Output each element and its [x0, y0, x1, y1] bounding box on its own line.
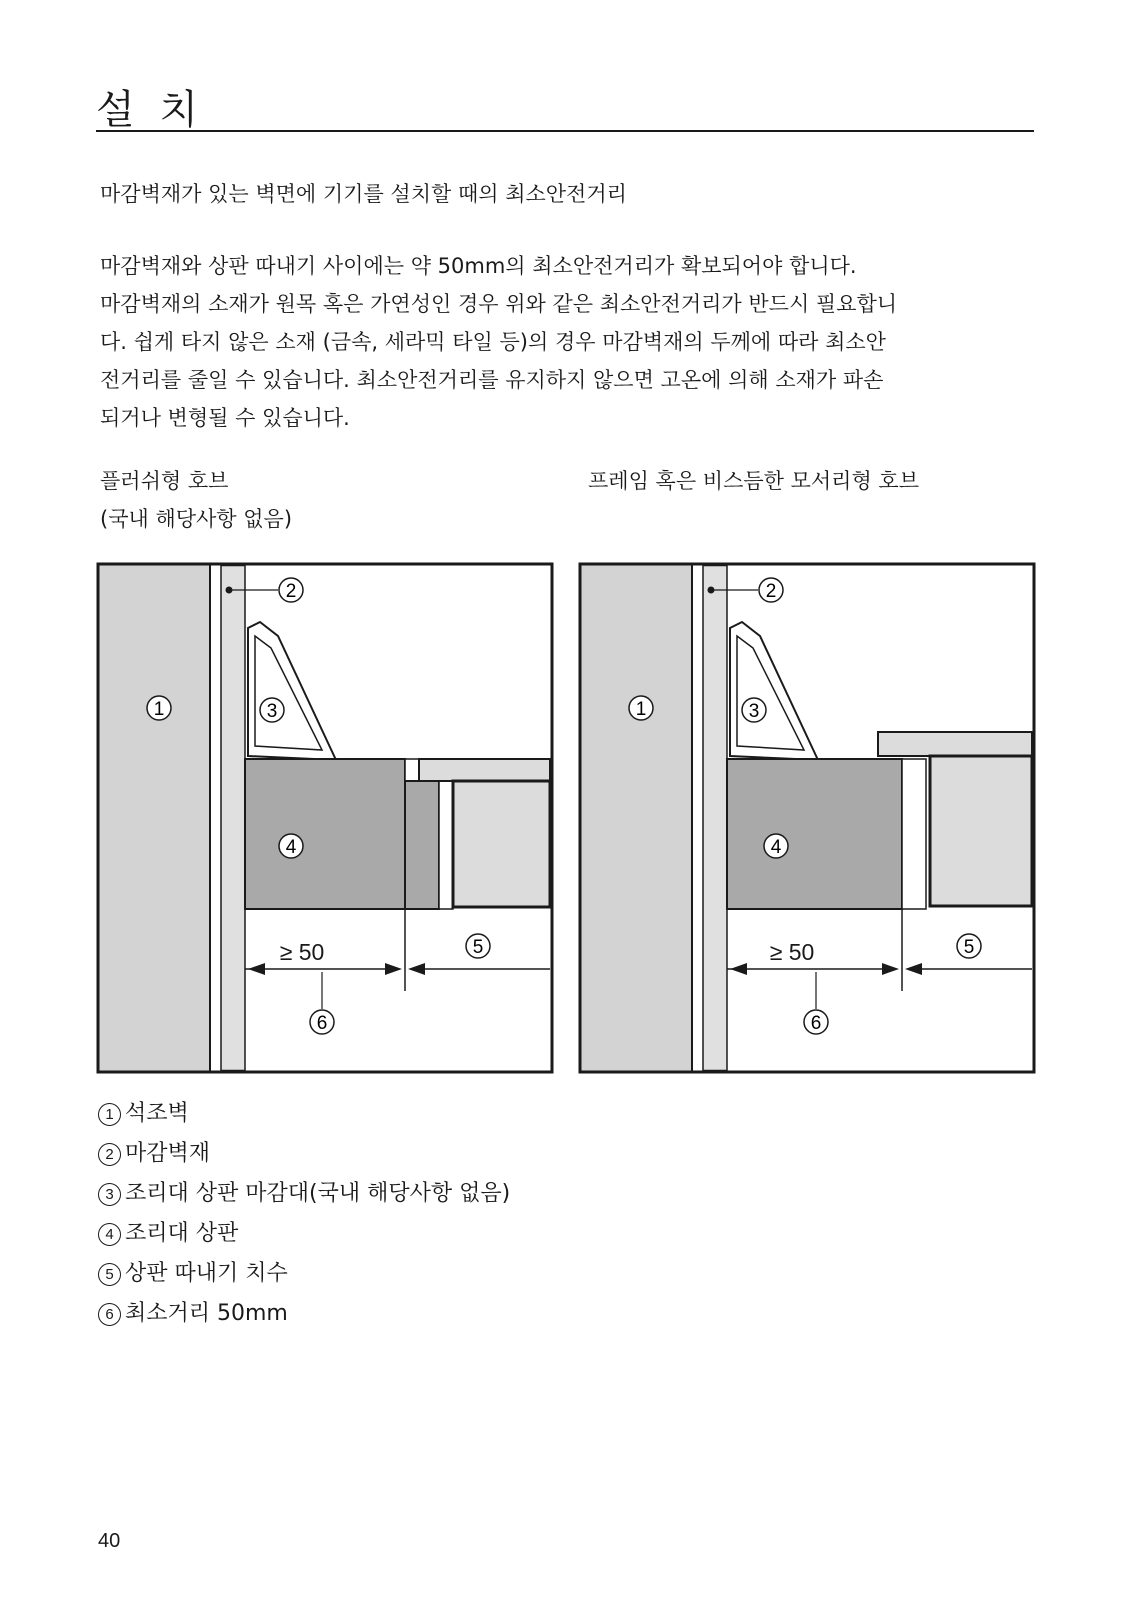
- svg-text:3: 3: [266, 701, 278, 722]
- worktop: [245, 759, 405, 909]
- svg-text:5: 5: [963, 937, 975, 958]
- masonry-wall: [582, 566, 693, 1071]
- legend-number: 6: [98, 1303, 121, 1326]
- legend-number: 1: [98, 1103, 121, 1126]
- legend-number: 4: [98, 1223, 121, 1246]
- worktop: [727, 759, 902, 909]
- legend: [98, 1094, 510, 1334]
- marker-4: [279, 834, 303, 858]
- legend-number: 5: [98, 1263, 121, 1286]
- legend-item: [98, 1214, 510, 1254]
- svg-text:4: 4: [770, 837, 782, 858]
- legend-item: [98, 1134, 510, 1174]
- masonry-wall: [100, 566, 211, 1071]
- legend-text: 최소거리 50mm: [125, 1301, 288, 1326]
- paragraph-line: 다. 쉽게 타지 않은 소재 (금속, 세라믹 타일 등)의 경우 마감벽재의 두께에 따라 최소안: [100, 330, 886, 354]
- hob-frame: [878, 732, 1032, 756]
- marker-2: [759, 578, 783, 602]
- caption-framed-hob: 프레임 혹은 비스듬한 모서리형 호브: [588, 469, 919, 493]
- marker-6: [310, 1010, 334, 1034]
- marker-3: [742, 698, 766, 722]
- dimension-label: ≥ 50: [769, 939, 815, 965]
- legend-number: 3: [98, 1183, 121, 1206]
- legend-item: [98, 1294, 510, 1334]
- caption-flush-hob-note: (국내 해당사항 없음): [100, 507, 293, 531]
- svg-text:6: 6: [810, 1013, 822, 1034]
- marker-4: [764, 834, 788, 858]
- svg-text:4: 4: [285, 837, 297, 858]
- legend-text: 조리대 상판: [125, 1221, 239, 1246]
- svg-text:6: 6: [316, 1013, 328, 1034]
- body-paragraph: [100, 247, 1036, 437]
- legend-text: 석조벽: [125, 1101, 189, 1126]
- page-number: 40: [98, 1530, 121, 1552]
- marker-1: [147, 696, 171, 720]
- legend-text: 마감벽재: [125, 1141, 211, 1166]
- diagram-flush-hob: [98, 564, 552, 1072]
- svg-text:1: 1: [635, 699, 647, 720]
- legend-item: [98, 1174, 510, 1214]
- svg-text:2: 2: [285, 581, 297, 602]
- marker-6: [804, 1010, 828, 1034]
- title-divider: [96, 130, 1034, 132]
- svg-text:3: 3: [748, 701, 760, 722]
- page-title: 설 치: [96, 87, 204, 133]
- hob-body: [453, 781, 550, 907]
- marker-5: [957, 934, 981, 958]
- paragraph-line: 마감벽재의 소재가 원목 혹은 가연성인 경우 위와 같은 최소안전거리가 반드시 필요합니: [100, 292, 898, 316]
- legend-item: [98, 1254, 510, 1294]
- legend-text: 상판 따내기 치수: [125, 1261, 288, 1286]
- paragraph-line: 전거리를 줄일 수 있습니다. 최소안전거리를 유지하지 않으면 고온에 의해 소재가 파손: [100, 368, 884, 392]
- diagram-framed-hob: [580, 564, 1034, 1072]
- svg-text:2: 2: [765, 581, 777, 602]
- section-subtitle: 마감벽재가 있는 벽면에 기기를 설치할 때의 최소안전거리: [100, 182, 627, 206]
- hob-body: [930, 756, 1032, 906]
- legend-item: [98, 1094, 510, 1134]
- hob-glass: [419, 759, 550, 781]
- wall-cladding: [221, 566, 245, 1071]
- marker-1: [629, 696, 653, 720]
- legend-text: 조리대 상판 마감대(국내 해당사항 없음): [125, 1181, 511, 1206]
- paragraph-line: 되거나 변형될 수 있습니다.: [100, 406, 350, 430]
- legend-number: 2: [98, 1143, 121, 1166]
- svg-text:1: 1: [153, 699, 165, 720]
- caption-flush-hob: 플러쉬형 호브: [100, 469, 229, 493]
- marker-5: [466, 934, 490, 958]
- paragraph-line: 마감벽재와 상판 따내기 사이에는 약 50mm의 최소안전거리가 확보되어야 합니다.: [100, 254, 857, 278]
- dimension-label: ≥ 50: [279, 939, 325, 965]
- marker-3: [260, 698, 284, 722]
- wall-cladding: [703, 566, 727, 1071]
- marker-2: [279, 578, 303, 602]
- svg-text:5: 5: [472, 937, 484, 958]
